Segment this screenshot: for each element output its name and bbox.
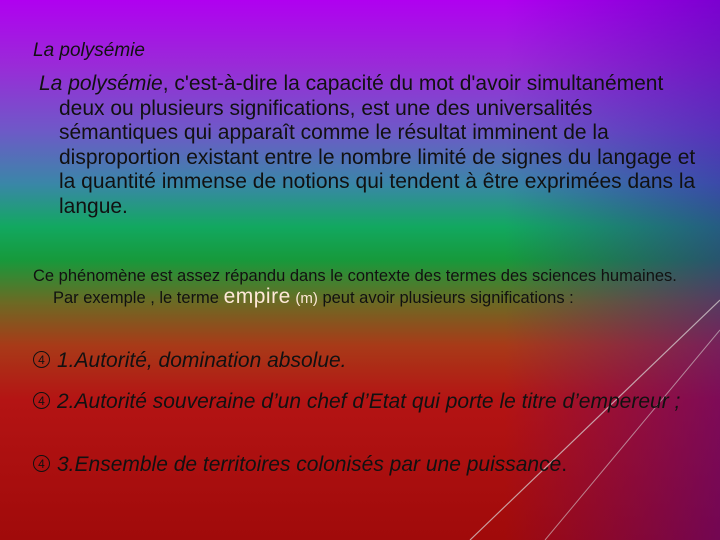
definition-text: , c'est-à-dire la capacité du mot d'avoir simultanément deux ou plusieurs significations, est une des universalités sémantiques qui apparaît comme le résultat imminent de la disproportion existant entre le nombre limité de signes du langage et la quantité immense de notions qui tendent à être exprimées dans la langue. <box>59 72 696 218</box>
list-item <box>33 390 693 414</box>
example-term: empire <box>223 284 291 308</box>
list-item-tail: . <box>561 453 568 476</box>
list-item-text: 3.Ensemble de territoires colonisés par une puissance <box>57 453 562 476</box>
definition-term: La polysémie <box>39 72 163 95</box>
list-item-content <box>33 453 693 477</box>
list-item-text: 1.Autorité, domination absolue. <box>57 349 347 372</box>
slide-title: La polysémie <box>33 40 145 61</box>
example-intro: Ce phénomène est assez répandu dans le contexte des termes des sciences humaines. Par exemple , le terme <box>33 267 677 307</box>
numbered-circle-icon: 4 <box>33 455 50 472</box>
numbered-circle-icon: 4 <box>33 351 50 368</box>
list-item-text: 2.Autorité souveraine d’un chef d’Etat qui porte le titre d’empereur ; <box>57 390 681 413</box>
list-item <box>33 453 693 477</box>
example-outro: peut avoir plusieurs significations : <box>317 288 574 307</box>
example-gender: (m) <box>295 289 318 307</box>
definition-paragraph <box>39 72 699 219</box>
list-item <box>33 349 693 373</box>
example-paragraph <box>33 266 703 309</box>
numbered-circle-icon: 4 <box>33 392 50 409</box>
